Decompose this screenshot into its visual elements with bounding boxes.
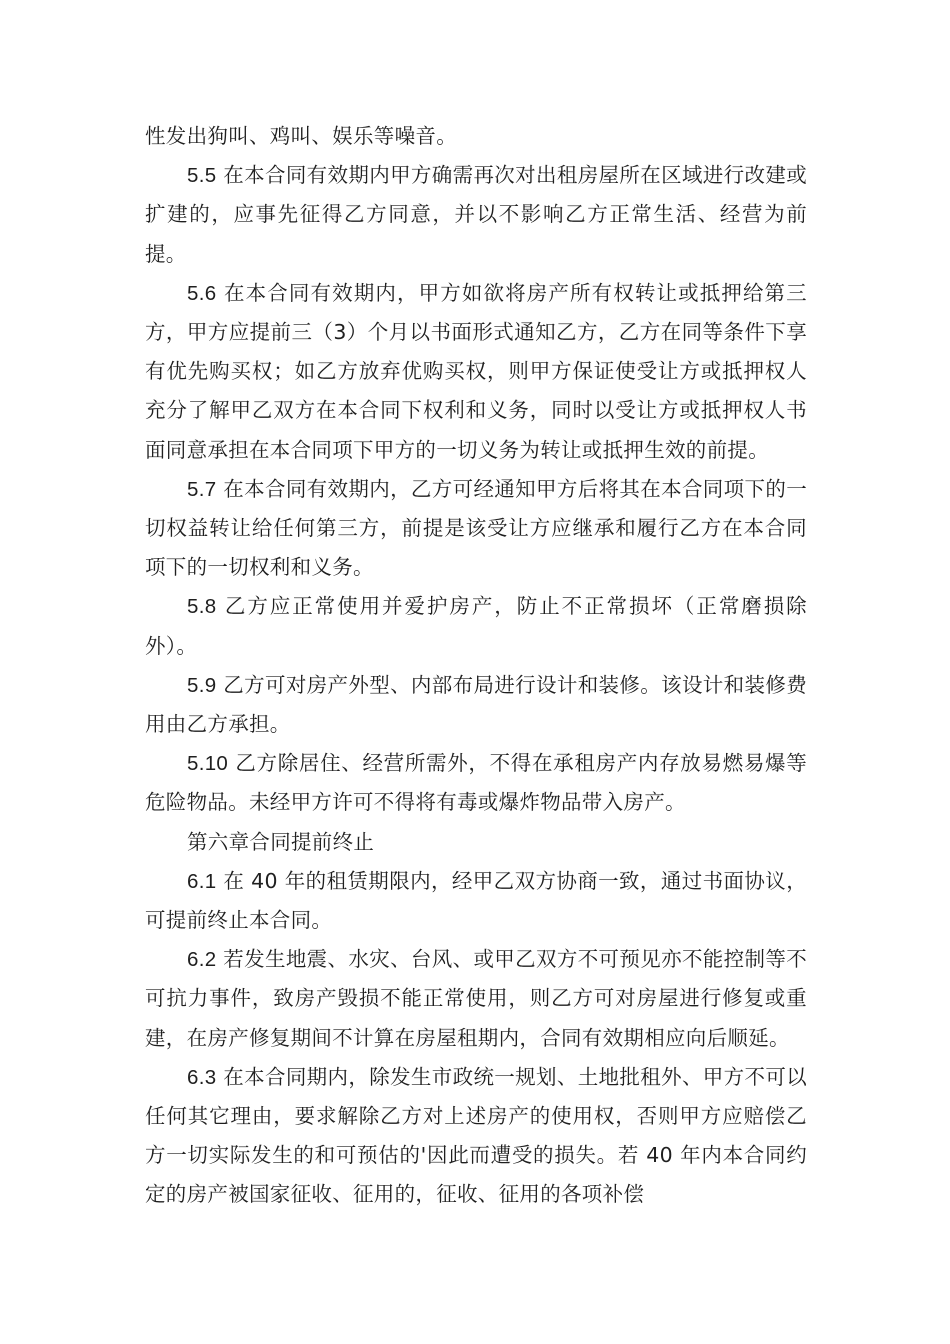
clause-number: 5.10 <box>187 752 229 776</box>
clause-number: 5.6 <box>187 281 217 305</box>
clause-5-7 <box>145 470 807 588</box>
clause-number: 6.1 <box>187 869 217 893</box>
clause-5-10 <box>145 744 807 822</box>
clause-text: 在本合同有效期内，乙方可经通知甲方后将其在本合同项下的一切权益转让给任何第三方，前提是该受让方应继承和履行乙方在本合同项下的一切权利和义务。 <box>145 476 807 580</box>
chapter-heading <box>145 823 807 862</box>
clause-text: 乙方应正常使用并爱护房产，防止不正常损坏（正常磨损除外）。 <box>145 594 807 658</box>
clause-text: 乙方除居住、经营所需外，不得在承租房产内存放易燃易爆等危险物品。未经甲方许可不得将有毒或爆炸物品带入房产。 <box>145 751 807 815</box>
clause-5-9 <box>145 666 807 744</box>
clause-number: 6.3 <box>187 1065 217 1089</box>
clause-text: 若发生地震、水灾、台风、或甲乙双方不可预见亦不能控制等不可抗力事件，致房产毁损不能正常使用，则乙方可对房屋进行修复或重建，在房产修复期间不计算在房屋租期内，合同有效期相应向后顺延。 <box>145 947 807 1050</box>
document-body <box>145 117 807 1215</box>
paragraph-continuation <box>145 117 807 156</box>
clause-number: 6.2 <box>187 948 217 972</box>
clause-text: 在本合同期内，除发生市政统一规划、土地批租外、甲方不可以任何其它理由，要求解除乙方对上述房产的使用权，否则甲方应赔偿乙方一切实际发生的和可预估的'因此而遭受的损失。若 40 年内本合同约定的房产被国家征收、征用的，征收、征用的各项补偿 <box>145 1064 807 1207</box>
clause-number: 5.5 <box>187 164 217 188</box>
clause-6-1 <box>145 862 807 940</box>
clause-6-3 <box>145 1058 807 1215</box>
clause-text: 在本合同有效期内甲方确需再次对出租房屋所在区域进行改建或扩建的，应事先征得乙方同意，并以不影响乙方正常生活、经营为前提。 <box>145 163 807 266</box>
clause-6-2 <box>145 940 807 1058</box>
clause-5-8 <box>145 587 807 665</box>
clause-number: 5.9 <box>187 673 217 697</box>
clause-text: 在本合同有效期内，甲方如欲将房产所有权转让或抵押给第三方，甲方应提前三（3）个月以书面形式通知乙方，乙方在同等条件下享有优先购买权；如乙方放弃优购买权，则甲方保证使受让方或抵押权人充分了解甲乙双方在本合同下权利和义务，同时以受让方或抵押权人书面同意承担在本合同项下甲方的一切义务为转让或抵押生效的前提。 <box>145 280 807 462</box>
clause-number: 5.7 <box>187 477 217 501</box>
paragraph-text: 性发出狗叫、鸡叫、娱乐等噪音。 <box>145 124 457 148</box>
clause-text: 在 40 年的租赁期限内，经甲乙双方协商一致，通过书面协议，可提前终止本合同。 <box>145 868 807 933</box>
chapter-title: 第六章合同提前终止 <box>187 829 375 854</box>
clause-5-6 <box>145 274 807 470</box>
clause-number: 5.8 <box>187 595 217 619</box>
clause-5-5 <box>145 156 807 274</box>
clause-text: 乙方可对房产外型、内部布局进行设计和装修。该设计和装修费用由乙方承担。 <box>145 672 807 737</box>
